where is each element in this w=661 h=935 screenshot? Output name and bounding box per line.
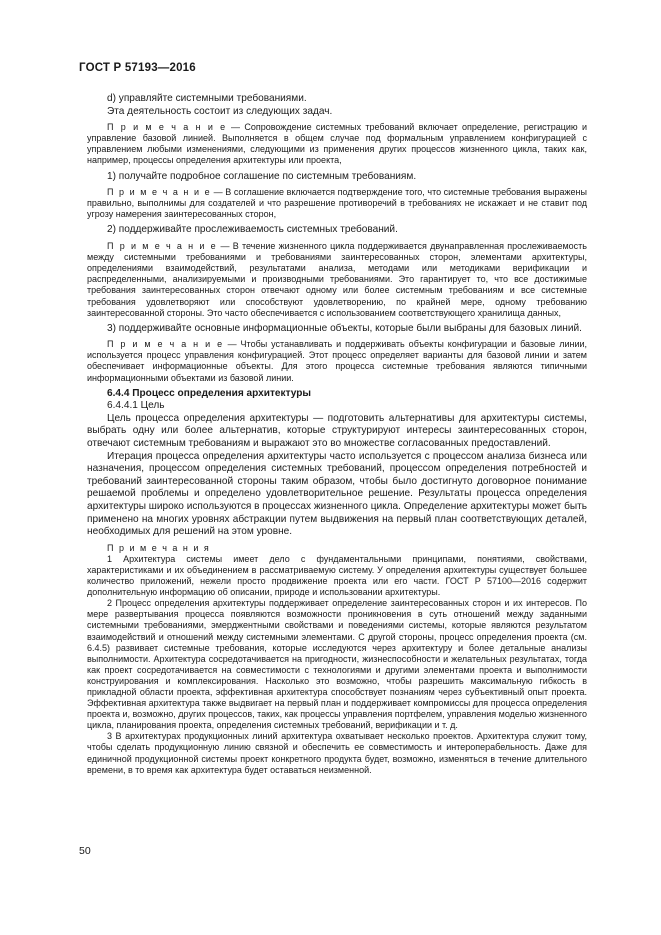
notes-heading: П р и м е ч а н и я — [107, 542, 211, 553]
note-item-1: 1 Архитектура системы имеет дело с фундаментальными принципами, понятиями, свойствами, характеристиками и их объединением в рассматриваемую систему. У определения архитектуры существует большее количество приложений, нежели просто продвижение проекта или его части. ГОСТ Р 57100—2016 содержит дополнительную информацию об описании, природе и использовании архитектуры. — [87, 553, 587, 598]
note-3 — [87, 241, 587, 319]
list-item-d-intro: Эта деятельность состоит из следующих задач. — [107, 105, 333, 117]
task-item-2: 2) поддерживайте прослеживаемость системных требований. — [107, 224, 398, 236]
list-item-d: d) управляйте системными требованиями. — [107, 93, 307, 104]
task-item-3: 3) поддерживайте основные информационные объекты, которые были выбраны для базовых линий. — [107, 322, 582, 334]
document-header: ГОСТ Р 57193—2016 — [79, 62, 196, 74]
note-text: — Чтобы устанавливать и поддерживать объекты конфигурации и базовые линии, используется процесс управления конфигурацией. Этот процесс определяет варианты для базовой линии и затем обеспечивает информационные объекты. Для этого процесса системные требования являются типичными информационными объектами из базовой линии. — [87, 339, 587, 383]
note-1 — [87, 122, 587, 166]
note-label: П р и м е ч а н и е — [107, 187, 212, 198]
section-title: 6.4.4 Процесс определения архитектуры — [107, 387, 312, 399]
paragraph-purpose: Цель процесса определения архитектуры — подготовить альтернативы для архитектуры системы, выбрать одну или более альтернатив, которые структурируют интересы заинтересованных сторон, отвечают системным требованиям и выражают это во множестве согласованных предоставлений. — [87, 412, 587, 450]
note-2 — [87, 187, 587, 220]
note-text: — В течение жизненного цикла поддерживается двунаправленная прослеживаемость между системными требованиями и требованиями заинтересованных сторон, элементами архитектуры, определениями взаимодействий, результатами анализа, методами или методиками верификации и распределенными, анализируемыми и производными требованиями. Это гарантирует то, что все достижимые требования заинтересованных сторон отвечают одному или более системным требованиям и все системные требования удовлетворяют или способствуют удовлетворению, по крайней мере, одному требованию заинтересованной стороны. Это часто обеспечивается с использованием соответствующего хранилища данных, — [87, 241, 587, 318]
note-text: — Сопровождение системных требований включает определение, регистрацию и управление базовой линией. Выполняется в общем случае под формальным управлением конфигурацией с управлением любыми изменениями, следующими из применения других процессов жизненного цикла, таких как, например, процессы определения архитектуры или проекта, — [87, 122, 587, 166]
paragraph-iteration: Итерация процесса определения архитектуры часто используется с процессом анализа бизнеса или назначения, процессом определения системных требований, процессом определения потребностей и требований заинтересованной стороны таким образом, чтобы было достигнуто договорное понимание решаемой проблемы и определено удовлетворительное решение. Результаты процесса определения архитектуры широко используются в процессах жизненного цикла. Определение архитектуры может быть применено на многих уровнях абстракции путем выдвижения на первый план соответствующих деталей, необходимых для решений на этом уровне. — [87, 450, 587, 538]
note-label: П р и м е ч а н и е — [107, 241, 218, 252]
task-item-1: 1) получайте подробное соглашение по системным требованиям. — [107, 170, 417, 182]
note-item-3: 3 В архитектурах продукционных линий архитектура охватывает несколько проектов. Архитектура служит тому, чтобы сделать продукционную линию связной и обеспечить ее совместимость и интероперабельность. Даже для единичной продукционной системы проект конкретного продукта будет, возможно, изменяться в течение длительного времени, в то время как архитектура будет оставаться неизменной. — [87, 731, 587, 775]
note-label: П р и м е ч а н и е — [107, 122, 227, 133]
note-4 — [87, 339, 587, 383]
note-item-2: 2 Процесс определения архитектуры поддерживает определение заинтересованных сторон и их интересов. По мере развертывания процесса появляются возможности проникновения в суть отношений между заданными системными требованиями, эмерджентными свойствами и поведениями системы, которые являются результатом взаимодействий и отношений между системными элементами. С другой стороны, процесс определения проекта (см. 6.4.5) развивает системные требования, которые исследуются через архитектуру и более детальные анализы выполнимости. Архитектура сосредотачивается на пригодности, жизнеспособности и желательных результатах, тогда как проект сосредотачивается на совместимости с технологиями и другими элементами проекта и выполнимости конструирования и комплексирования. Насколько это возможно, чтобы разрешить максимальную гибкость в прикладной области проекта, эффективная архитектура способствует познаниям через субъективный опыт проекта. Эффективная архитектура также выдвигает на первый план и поддерживает компромиссы для процесса определения проекта и, возможно, других процессов, таких, как процессы управления портфелем, управления моделью жизненного цикла, планирования проекта, определения системных требований, верификации и т. д. — [87, 598, 587, 731]
page-number: 50 — [79, 845, 91, 857]
subsection-title: 6.4.4.1 Цель — [107, 400, 165, 412]
page-content — [87, 93, 587, 776]
note-text: — В соглашение включается подтверждение того, что системные требования выражены правильно, выполнимы для создателей и что разрешение противоречий в требованиях не искажает и не ставит под угрозу намерения заинтересованных сторон, — [87, 187, 587, 220]
note-label: П р и м е ч а н и е — [107, 339, 224, 350]
